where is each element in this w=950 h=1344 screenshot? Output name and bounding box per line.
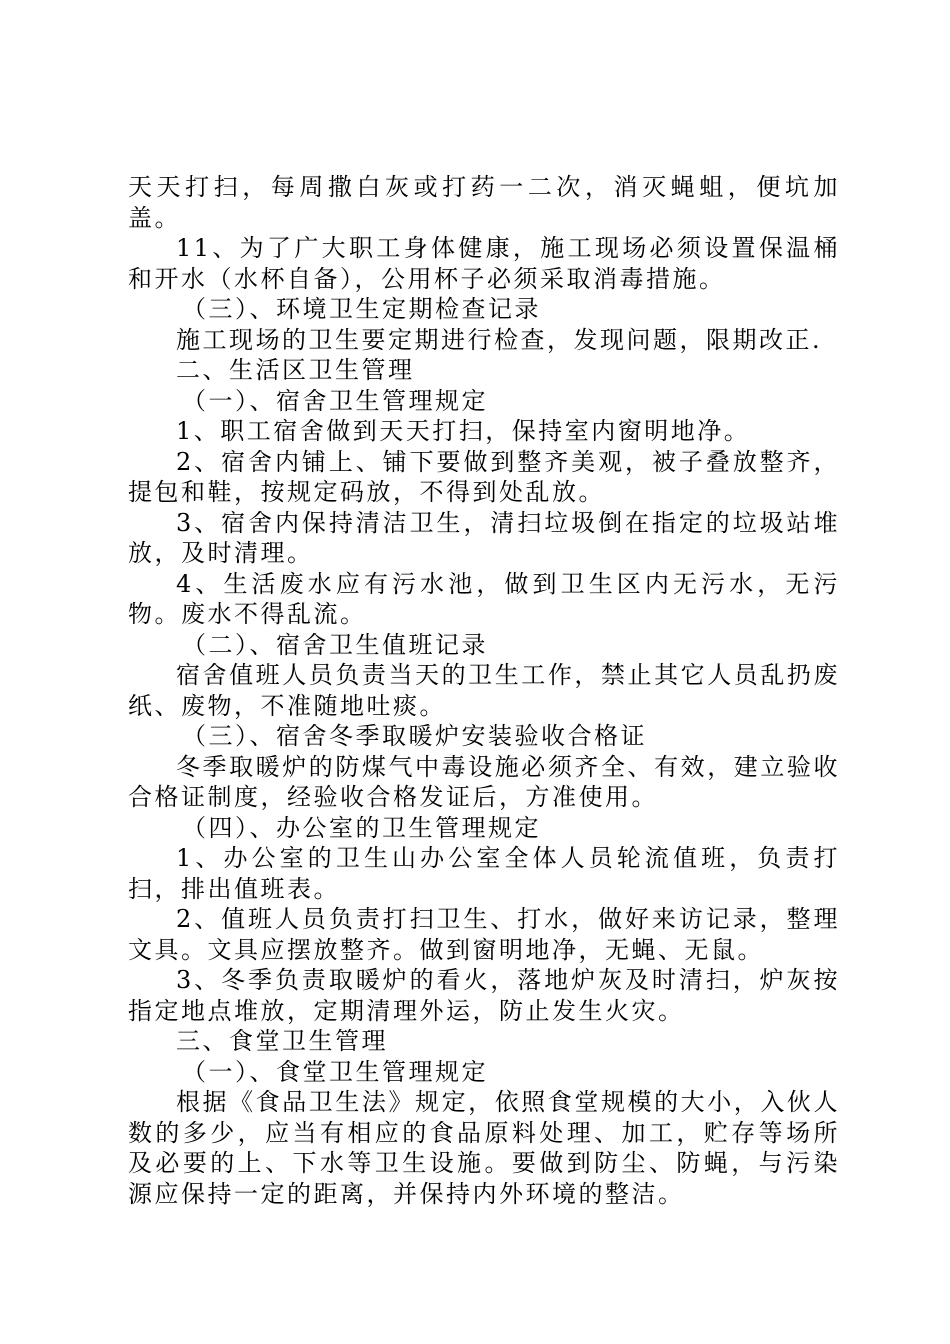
paragraph-office-1: 1、办公室的卫生山办公室全体人员轮流值班，负责打扫，排出值班表。 <box>128 844 840 903</box>
section-heading-dorm-duty: （二）、宿舍卫生值班记录 <box>182 630 488 659</box>
section-heading-canteen-rules: （一）、食堂卫生管理规定 <box>182 1057 488 1086</box>
paragraph-dorm-1: 1、职工宿舍做到天天打扫，保持室内窗明地净。 <box>176 417 751 445</box>
paragraph-continuation: 天天打扫，每周撒白灰或打药一二次，消灭蝇蛆，便坑加盖。 <box>128 173 840 232</box>
paragraph-dorm-4: 4、生活废水应有污水池，做到卫生区内无污水，无污物。废水不得乱流。 <box>128 569 840 628</box>
paragraph-office-2: 2、值班人员负责打扫卫生、打水，做好来访记录，整理文具。文具应摆放整齐。做到窗明地净，无蝇、无鼠。 <box>128 905 840 964</box>
section-heading-dorm-rules: （一）、宿舍卫生管理规定 <box>182 386 488 415</box>
paragraph-env-check: 施工现场的卫生要定期进行检查，发现问题，限期改正. <box>176 325 823 354</box>
section-title-canteen: 三、食堂卫生管理 <box>176 1027 388 1055</box>
section-heading-env-check: （三）、环境卫生定期检查记录 <box>182 295 541 323</box>
document-body <box>128 172 840 1209</box>
section-title-living-area: 二、生活区卫生管理 <box>176 356 415 384</box>
paragraph-dorm-heater: 冬季取暖炉的防煤气中毒设施必须齐全、有效，建立验收合格证制度，经验收合格发证后，方准使用。 <box>128 752 840 811</box>
section-heading-dorm-heater: （三）、宿舍冬季取暖炉安装验收合格证 <box>182 722 647 750</box>
section-heading-office-rules: （四）、办公室的卫生管理规定 <box>182 813 541 842</box>
paragraph-dorm-duty: 宿舍值班人员负责当天的卫生工作，禁止其它人员乱扔废纸、废物，不准随地吐痰。 <box>128 661 840 720</box>
paragraph-dorm-2: 2、宿舍内铺上、铺下要做到整齐美观，被子叠放整齐，提包和鞋，按规定码放，不得到处乱放。 <box>128 447 840 506</box>
paragraph-item-11: 11、为了广大职工身体健康，施工现场必须设置保温桶和开水（水杯自备），公用杯子必须采取消毒措施。 <box>128 234 840 293</box>
paragraph-dorm-3: 3、宿舍内保持清洁卫生，清扫垃圾倒在指定的垃圾站堆放，及时清理。 <box>128 508 840 567</box>
paragraph-office-3: 3、冬季负责取暖炉的看火，落地炉灰及时清扫，炉灰按指定地点堆放，定期清理外运，防止发生火灾。 <box>128 966 840 1025</box>
paragraph-canteen-1: 根据《食品卫生法》规定，依照食堂规模的大小，入伙人数的多少，应当有相应的食品原料处理、加工，贮存等场所及必要的上、下水等卫生设施。要做到防尘、防蝇，与污染源应保持一定的距离，并保持内外环境的整洁。 <box>128 1088 840 1208</box>
